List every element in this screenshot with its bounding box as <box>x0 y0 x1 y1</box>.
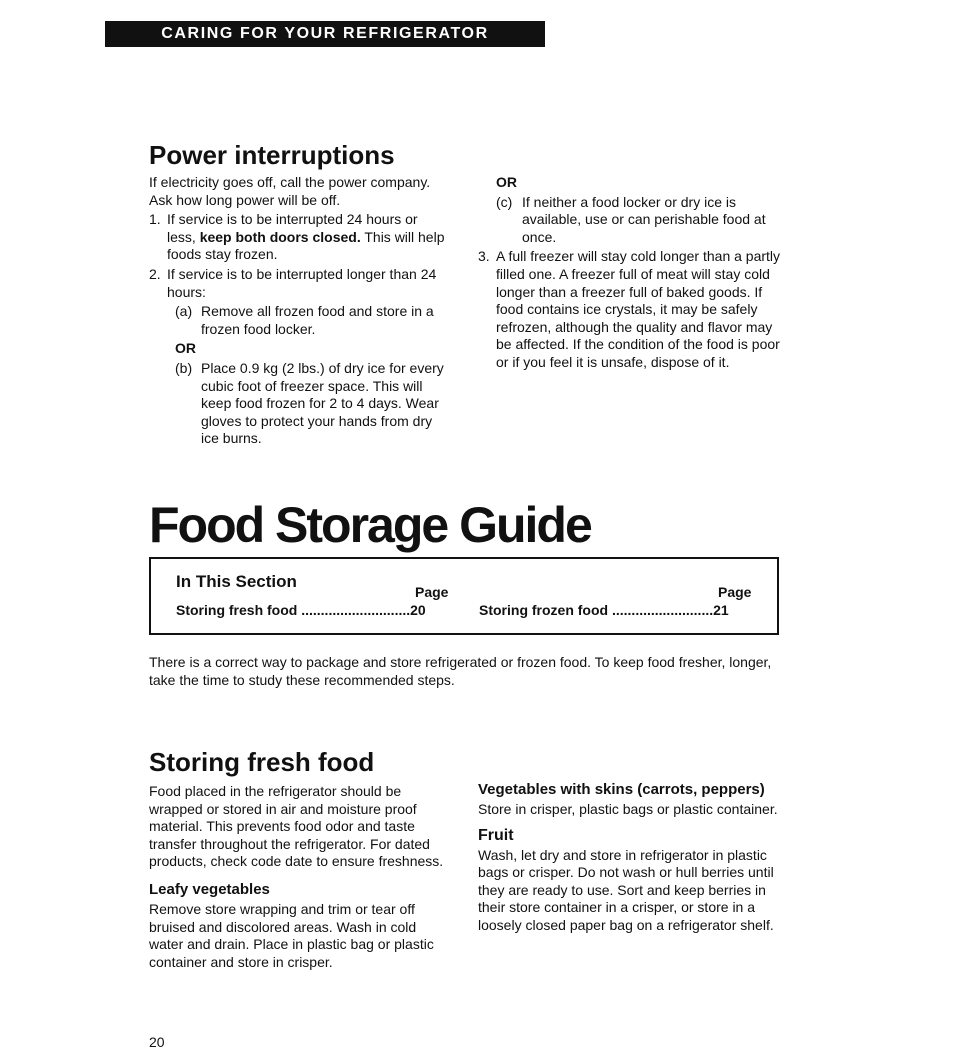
leafy-vegetables-text: Remove store wrapping and trim or tear off bruised and discolored areas. Wash in cold water and drain. Place in plastic bag or plastic container and store in crisper. <box>149 900 434 970</box>
power-item-3 <box>478 248 783 371</box>
toc-entry-storing-fresh-food[interactable]: Storing fresh food ............................20 <box>176 602 426 618</box>
item-bold-text: keep both doors closed. <box>199 228 361 245</box>
fresh-left-column <box>149 783 449 973</box>
sub-text: Remove all frozen food and store in a frozen food locker. <box>201 303 434 337</box>
fresh-intro: Food placed in the refrigerator should be wrapped or stored in air and moisture proof material. This prevents food odor and taste transfer throughout the refrigerator. For dated products, check code date to ensure freshness. <box>149 783 444 870</box>
food-storage-guide-title: Food Storage Guide <box>149 497 591 553</box>
sub-letter: (b) <box>175 359 193 376</box>
power-sub-c <box>496 194 783 247</box>
item-text: If service is to be interrupted longer than 24 hours: <box>167 265 437 300</box>
section-header-bar: CARING FOR YOUR REFRIGERATOR <box>105 21 545 47</box>
fresh-right-column <box>478 781 783 937</box>
toc-page-label: Page <box>718 584 752 600</box>
sub-letter: (c) <box>496 193 513 210</box>
toc-heading: In This Section <box>176 572 297 591</box>
sub-letter: (a) <box>175 303 193 320</box>
or-label: OR <box>496 174 517 190</box>
item-text: If service is to be interrupted 24 hours or less, <box>167 211 418 245</box>
in-this-section-box <box>149 557 779 635</box>
toc-page-label: Page <box>415 584 449 600</box>
food-storage-intro: There is a correct way to package and store refrigerated or frozen food. To keep food fresher, longer, take the time to study these recommended steps. <box>149 654 772 688</box>
power-item-1 <box>149 211 449 264</box>
storing-fresh-food-title: Storing fresh food <box>149 747 375 777</box>
sub-text: If neither a food locker or dry ice is available, use or can perishable food at once. <box>522 193 766 245</box>
vegetables-with-skins-heading: Vegetables with skins (carrots, peppers) <box>478 781 765 798</box>
power-sub-b <box>175 360 449 448</box>
toc-entry-storing-frozen-food[interactable]: Storing frozen food ..........................21 <box>479 602 729 618</box>
item-text: A full freezer will stay cold longer than a partly filled one. A freezer full of meat will stay cold longer than a freezer full of baked goods. If food contains ice crystals, it may be safely refrozen, although the quality and flavor may be affected. If the condition of the food is poor or if you feel it is unsafe, dispose of it. <box>496 248 781 370</box>
item-number: 2. <box>149 265 161 282</box>
page-number: 20 <box>149 1034 165 1050</box>
vegetables-with-skins-text: Store in crisper, plastic bags or plastic container. <box>478 801 778 817</box>
power-intro: If electricity goes off, call the power company. Ask how long power will be off. <box>149 174 431 208</box>
power-interruptions-title: Power interruptions <box>149 140 395 170</box>
item-number: 1. <box>149 211 161 228</box>
power-sub-a <box>175 303 449 338</box>
fruit-text: Wash, let dry and store in refrigerator in plastic bags or crisper. Do not wash or hull berries until they are ready to use. Sort and keep berries in their store container in a crisper, or store in a loosely closed paper bag on a refrigerator shelf. <box>478 846 774 933</box>
power-left-column <box>149 174 449 450</box>
or-label: OR <box>175 340 196 357</box>
item-number: 3. <box>478 248 490 265</box>
fruit-heading: Fruit <box>478 826 514 844</box>
leafy-vegetables-heading: Leafy vegetables <box>149 880 270 898</box>
power-item-2 <box>149 266 449 301</box>
sub-text: Place 0.9 kg (2 lbs.) of dry ice for every cubic foot of freezer space. This will keep food frozen for 2 to 4 days. Wear gloves to protect your hands from dry ice burns. <box>201 359 444 447</box>
item-text-cont: This will help foods stay frozen. <box>167 228 445 263</box>
power-right-column <box>478 174 783 374</box>
